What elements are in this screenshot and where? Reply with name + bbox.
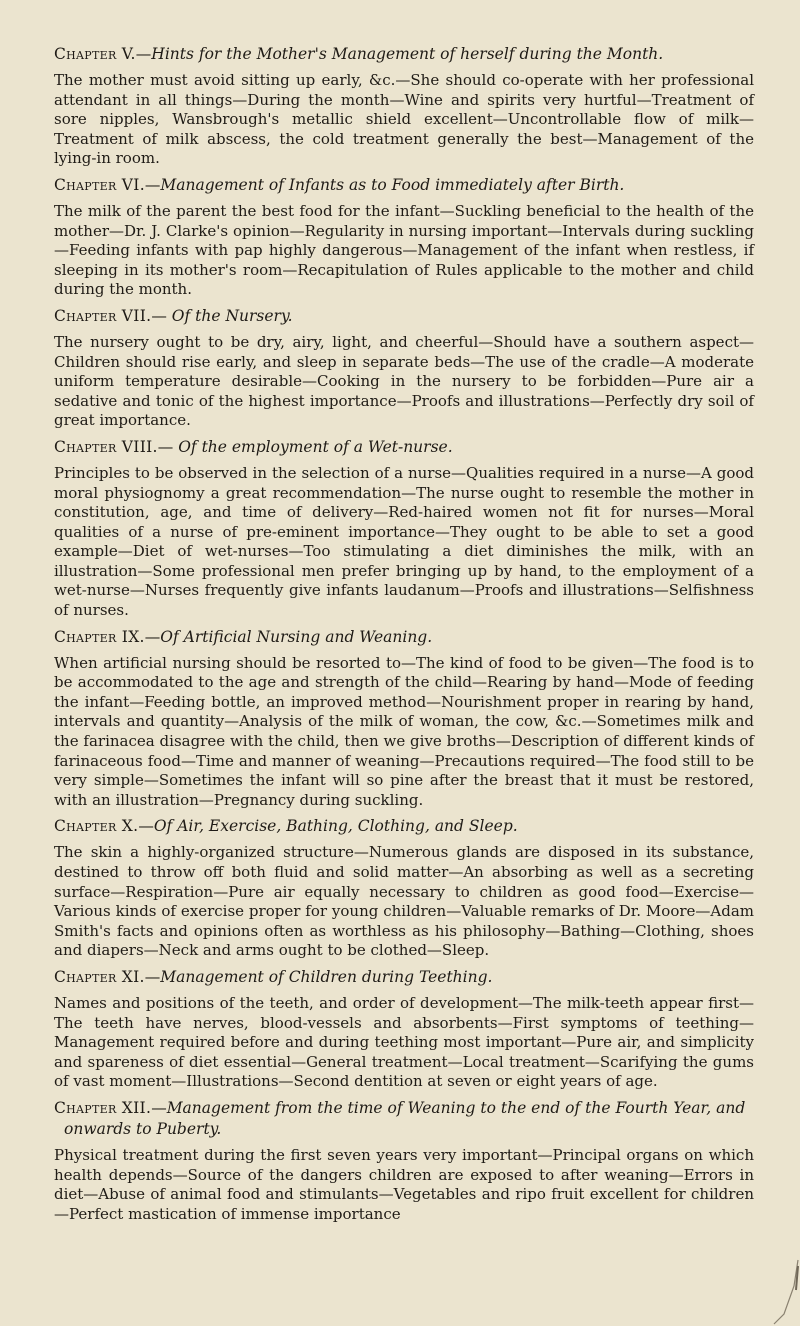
chapter-heading: Chapter IX.—Of Artificial Nursing and Weaning. (54, 627, 433, 646)
chapter-11 (54, 967, 754, 1092)
chapter-title: Of Artificial Nursing and Weaning. (160, 627, 433, 646)
chapter-heading: Chapter X.—Of Air, Exercise, Bathing, Clothing, and Sleep. (54, 817, 518, 836)
chapter-7 (54, 306, 754, 431)
chapter-title: Hints for the Mother's Management of herself during the Month. (151, 45, 664, 63)
chapter-8 (54, 437, 754, 621)
chapter-summary: Physical treatment during the first seven years very important—Principal organs on which health depends—Source of the dangers children are exposed to after weaning—Errors in diet—Abuse of animal food and stimulants—Vegetables and ripo fruit excellent for children—Perfect mastication of immense importance (54, 1145, 754, 1223)
chapter-heading: Chapter VII.— Of the Nursery. (54, 306, 293, 325)
chapter-title: Management of Children during Teething. (160, 967, 493, 986)
chapter-heading: Chapter VI.—Management of Infants as to Food immediately after Birth. (54, 175, 625, 194)
chapter-summary: The skin a highly-organized structure—Numerous glands are disposed in its substance, destined to throw off both fluid and solid matter—An absorbing as well as a secreting surface—Respiration—Pure air equally necessary to children as good food—Exercise—Various kinds of exercise proper for young children—Valuable remarks of Dr. Moore—Adam Smith's facts and opinions often as worthless as his philosophy—Bathing—Clothing, shoes and diapers—Neck and arms ought to be clothed—Sleep. (54, 843, 754, 960)
chapter-summary: When artificial nursing should be resorted to—The kind of food to be given—The food is to be accommodated to the age and strength of the child—Rearing by hand—Mode of feeding the infant—Feeding bottle, an improved method—Nourishment proper in rearing by hand, intervals and quantity—Analysis of the milk of woman, the cow, &c.—Sometimes milk and the farinacea disagree with the child, then we give broths—Description of different kinds of farinaceous food—Time and manner of weaning—Precautions required—The food still to be very simple—Sometimes the infant will so pine after the breast that it must be restored, with an illustration—Pregnancy during suckling. (54, 653, 754, 809)
page-corner-mark-icon (760, 1256, 800, 1326)
chapter-10 (54, 816, 754, 961)
chapter-12 (54, 1098, 754, 1224)
chapter-5 (54, 44, 754, 169)
chapter-heading: Chapter VIII.— Of the employment of a Wet-nurse. (54, 437, 453, 456)
chapter-heading: Chapter XI.—Management of Children during Teething. (54, 967, 493, 986)
chapter-title: Of Air, Exercise, Bathing, Clothing, and Sleep. (153, 817, 518, 836)
chapter-6 (54, 175, 754, 300)
chapter-9 (54, 627, 754, 811)
chapter-heading: Chapter V.—Hints for the Mother's Management of herself during the Month. (54, 45, 664, 63)
chapter-label: Chapter XII. (54, 1098, 152, 1117)
chapter-label: Chapter X. (54, 817, 139, 836)
chapter-heading: Chapter XII.—Management from the time of Weaning to the end of the Fourth Year, and onwards to Puberty. (54, 1098, 746, 1138)
chapter-summary: Names and positions of the teeth, and order of development—The milk-teeth appear first—The teeth have nerves, blood-vessels and absorbents—First symptoms of teething—Management required before and during teething most important—Pure air, and simplicity and spareness of diet essential—General treatment—Local treatment—Scarifying the gums of vast moment—Illustrations—Second dentition at seven or eight years of age. (54, 993, 754, 1091)
chapter-summary: The milk of the parent the best food for the infant—Suckling beneficial to the health of the mother—Dr. J. Clarke's opinion—Regularity in nursing important—Intervals during suckling—Feeding infants with pap highly dangerous—Management of the infant when restless, if sleeping in its mother's room—Recapitulation of Rules applicable to the mother and child during the month. (54, 201, 754, 299)
chapter-label: Chapter VI. (54, 175, 145, 194)
chapter-summary: The mother must avoid sitting up early, &c.—She should co-operate with her professional attendant in all things—During the month—Wine and spirits very hurtful—Treatment of sore nipples, Wansbrough's metallic shield excellent—Uncontrollable flow of milk—Treatment of milk abscess, the cold treatment generally the best—Management of the lying-in room. (54, 71, 754, 168)
chapter-title: Management from the time of Weaning to the end of the Fourth Year, and onwards to Puberty. (64, 1098, 746, 1138)
chapter-label: Chapter IX. (54, 627, 145, 646)
chapter-title: Management of Infants as to Food immediately after Birth. (160, 175, 625, 194)
chapter-label: Chapter VII. (54, 306, 152, 325)
chapter-title: Of the employment of a Wet-nurse. (178, 437, 453, 456)
chapter-summary: Principles to be observed in the selection of a nurse—Qualities required in a nurse—A good moral physiognomy a great recommendation—The nurse ought to resemble the mother in constitution, age, and time of delivery—Red-haired women not fit for nurses—Moral qualities of a nurse of pre-eminent importance—They ought to be able to set a good example—Diet of wet-nurses—Too stimulating a diet diminishes the milk, with an illustration—Some professional men prefer bringing up by hand, to the employment of a wet-nurse—Nurses frequently give infants laudanum—Proofs and illustrations—Selfishness of nurses. (54, 463, 754, 620)
chapter-label: Chapter XI. (54, 967, 145, 986)
chapter-summary: The nursery ought to be dry, airy, light, and cheerful—Should have a southern aspect—Children should rise early, and sleep in separate beds—The use of the cradle—A moderate uniform temperature desirable—Cooking in the nursery to be forbidden—Pure air a sedative and tonic of the highest importance—Proofs and illustrations—Perfectly dry soil of great importance. (54, 332, 754, 430)
chapter-label: Chapter V. (54, 45, 136, 63)
chapter-title: Of the Nursery. (171, 306, 293, 325)
chapter-label: Chapter VIII. (54, 437, 158, 456)
